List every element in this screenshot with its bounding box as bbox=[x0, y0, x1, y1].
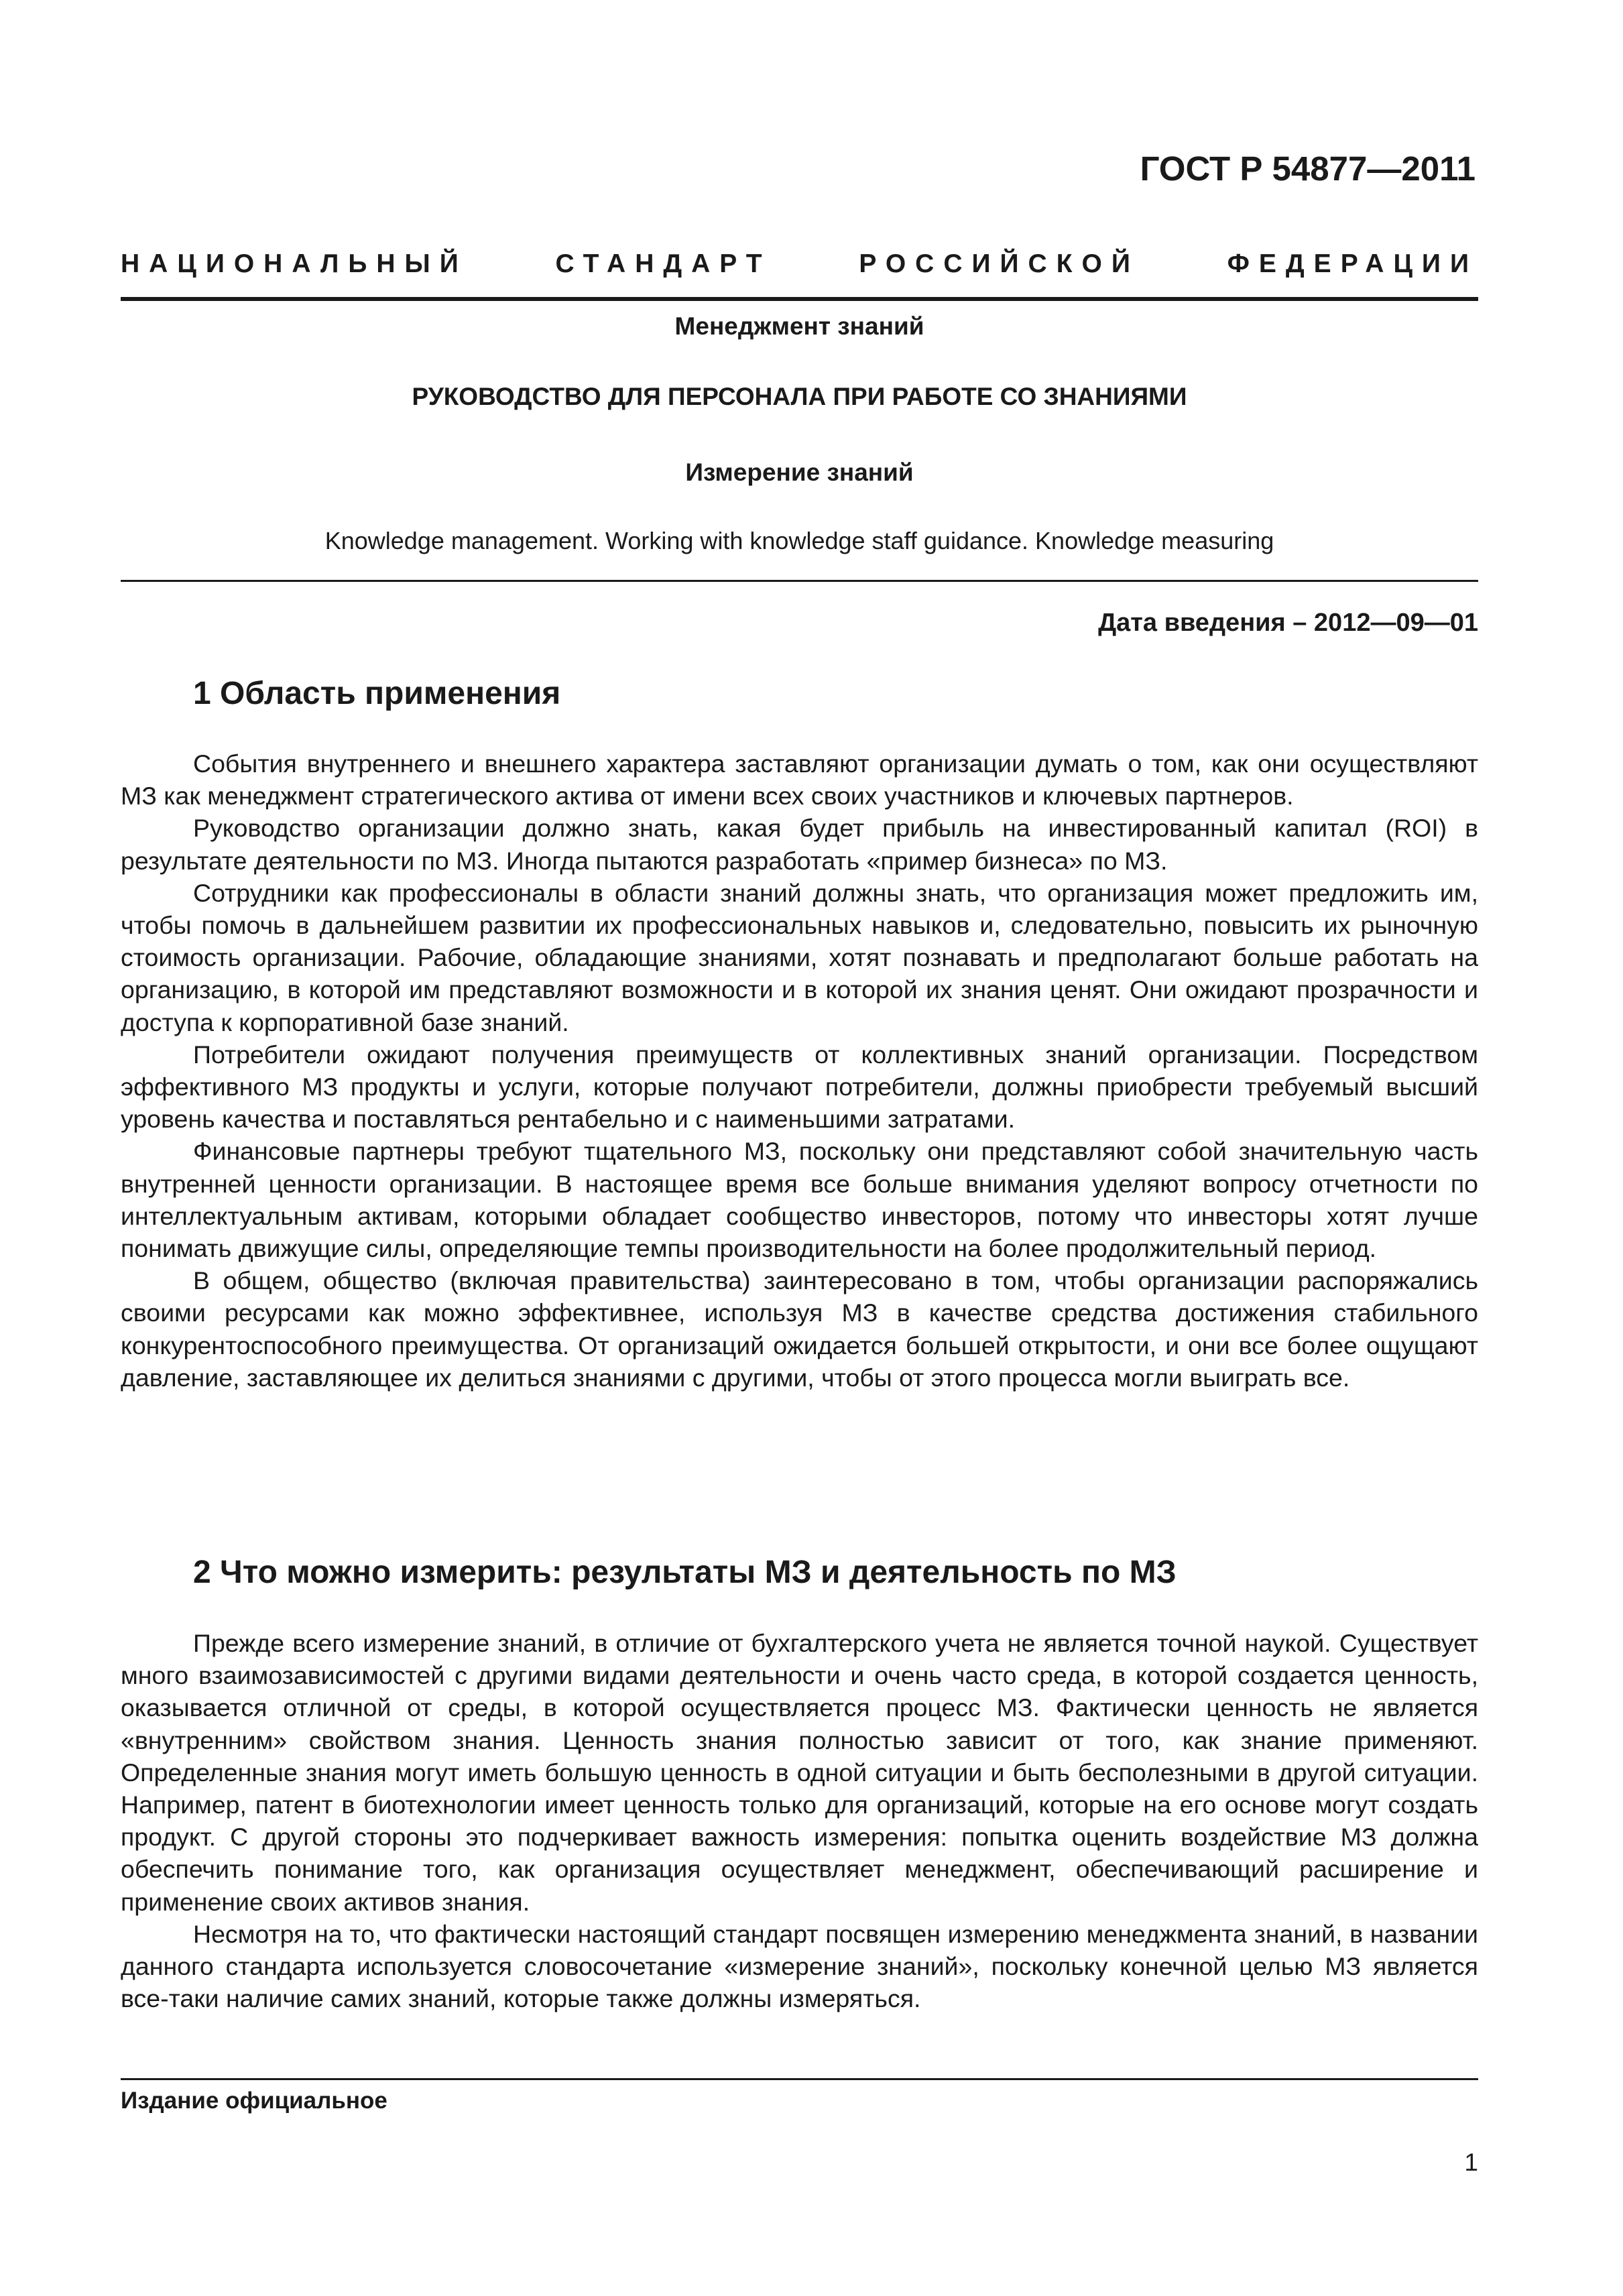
section-1-body bbox=[121, 747, 1478, 1394]
footer-rule bbox=[121, 2078, 1478, 2080]
paragraph: Финансовые партнеры требуют тщательного МЗ, поскольку они представляют собой значительную часть внутренней ценности организации. В настоящее время все больше внимания уделяют вопросу отчетности по интеллектуальным активам, которыми обладает сообщество инвесторов, потому что инвесторы хотят лучше понимать движущие силы, определяющие темпы производительности на более продолжительный период. bbox=[121, 1137, 1478, 1263]
subtitle-main-title: РУКОВОДСТВО ДЛЯ ПЕРСОНАЛА ПРИ РАБОТЕ СО ЗНАНИЯМИ bbox=[412, 383, 1187, 410]
document-number: ГОСТ Р 54877—2011 bbox=[1140, 149, 1476, 188]
paragraph: События внутреннего и внешнего характера заставляют организации думать о том, как они осуществляют МЗ как менеджмент стратегического актива от имени всех своих участников и ключевых партнеров. bbox=[121, 749, 1478, 810]
page-number: 1 bbox=[1464, 2149, 1478, 2176]
paragraph: Сотрудники как профессионалы в области знаний должны знать, что организация может предложить им, чтобы помочь в дальнейшем развитии их профессиональных навыков и, следовательно, повысить их рыночную стоимость организации. Рабочие, обладающие знаниями, хотят познавать и предполагают больше работать на организацию, в которой им представляют возможности и в которой их знания ценят. Они ожидают прозрачности и доступа к корпоративной базе знаний. bbox=[121, 878, 1478, 1036]
subtitle-part: Измерение знаний bbox=[685, 459, 914, 486]
title-rule bbox=[121, 580, 1478, 582]
header-rule bbox=[121, 297, 1478, 301]
english-title: Knowledge management. Working with knowledge staff guidance. Knowledge measuring bbox=[324, 527, 1274, 554]
section-2-body bbox=[121, 1627, 1478, 2014]
section-2-heading: 2 Что можно измерить: результаты МЗ и деятельность по МЗ bbox=[193, 1555, 1177, 1590]
standard-banner: НАЦИОНАЛЬНЫЙ СТАНДАРТ РОССИЙСКОЙ ФЕДЕРАЦИИ bbox=[121, 249, 1478, 278]
paragraph: В общем, общество (включая правительства) заинтересовано в том, чтобы организации распоряжались своими ресурсами как можно эффективнее, используя МЗ в качестве средства достижения стабильного конкурентоспособного преимущества. От организаций ожидается большей открытости, и они все более ощущают давление, заставляющее их делиться знаниями с другими, чтобы от этого процесса могли выиграть все. bbox=[121, 1266, 1478, 1392]
paragraph: Несмотря на то, что фактически настоящий стандарт посвящен измерению менеджмента знаний, в названии данного стандарта используется словосочетание «измерение знаний», поскольку конечной целью МЗ является все-таки наличие самих знаний, которые также должны измеряться. bbox=[121, 1919, 1478, 2013]
edition-label: Издание официальное bbox=[121, 2088, 387, 2114]
paragraph: Руководство организации должно знать, какая будет прибыль на инвестированный капитал (ROI) в результате деятельности по МЗ. Иногда пытаются разработать «пример бизнеса» по МЗ. bbox=[121, 814, 1478, 875]
section-1-heading: 1 Область применения bbox=[193, 676, 561, 711]
paragraph: Потребители ожидают получения преимуществ от коллективных знаний организации. Посредством эффективного МЗ продукты и услуги, которые получают потребители, должны приобрести требуемый высший уровень качества и поставляться рентабельно и с наименьшими затратами. bbox=[121, 1040, 1478, 1134]
introduction-date: Дата введения – 2012—09—01 bbox=[1098, 609, 1478, 637]
subtitle-topic: Менеджмент знаний bbox=[674, 312, 924, 340]
paragraph: Прежде всего измерение знаний, в отличие от бухгалтерского учета не является точной наукой. Существует много взаимозависимостей с другими видами деятельности и очень часто среда, в которой создается ценность, оказывается отличной от среды, в которой осуществляется процесс МЗ. Фактически ценность не является «внутренним» свойством знания. Ценность знания полностью зависит от того, как знание применяют. Определенные знания могут иметь большую ценность в одной ситуации и быть бесполезными в другой ситуации. Например, патент в биотехнологии имеет ценность только для организаций, которые на его основе могут создать продукт. С другой стороны это подчеркивает важность измерения: попытка оценить воздействие МЗ должна обеспечить понимание того, как организация осуществляет менеджмент, обеспечивающий расширение и применение своих активов знания. bbox=[121, 1629, 1478, 1916]
